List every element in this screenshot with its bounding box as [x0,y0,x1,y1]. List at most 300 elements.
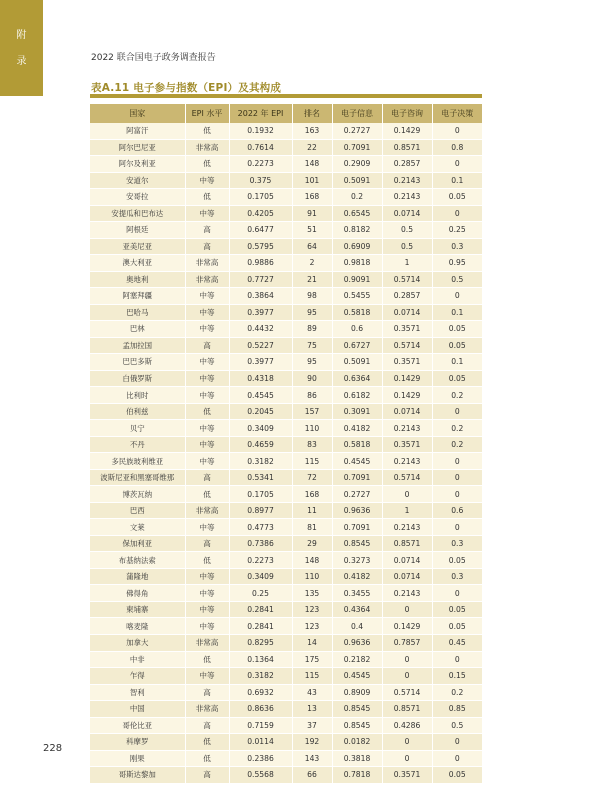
cell-country: 巴西 [90,502,185,519]
cell-e-consultation: 0.5714 [382,337,432,354]
cell-epi: 0.0114 [229,734,292,751]
cell-e-information: 0.9091 [332,271,382,288]
table-row [90,585,482,602]
table-row [90,321,482,338]
cell-e-consultation: 0.0714 [382,568,432,585]
cell-e-decision: 0 [432,205,482,222]
cell-rank: 168 [292,189,332,206]
cell-epi: 0.6932 [229,684,292,701]
cell-e-information: 0.8182 [332,222,382,239]
cell-e-decision: 0.05 [432,767,482,784]
cell-epi: 0.7386 [229,535,292,552]
table-row [90,304,482,321]
cell-e-consultation: 0.3571 [382,436,432,453]
cell-rank: 72 [292,469,332,486]
cell-e-consultation: 0.2143 [382,585,432,602]
cell-e-consultation: 0.5714 [382,271,432,288]
table-row [90,568,482,585]
cell-e-consultation: 0 [382,486,432,503]
cell-e-information: 0.5818 [332,304,382,321]
cell-country: 布基纳法索 [90,552,185,569]
table-row [90,271,482,288]
appendix-side-tab [0,0,43,96]
cell-e-information: 0.4182 [332,568,382,585]
cell-rank: 43 [292,684,332,701]
cell-level: 非常高 [185,139,229,156]
cell-epi: 0.3977 [229,304,292,321]
cell-e-information: 0.7091 [332,469,382,486]
cell-e-consultation: 1 [382,502,432,519]
cell-country: 多民族玻利维亚 [90,453,185,470]
cell-epi: 0.2841 [229,618,292,635]
cell-epi: 0.2045 [229,403,292,420]
cell-level: 中等 [185,601,229,618]
table-row [90,205,482,222]
cell-e-consultation: 1 [382,255,432,272]
cell-e-information: 0.4545 [332,453,382,470]
cell-e-decision: 0.45 [432,634,482,651]
table-row [90,403,482,420]
cell-country: 博茨瓦纳 [90,486,185,503]
cell-epi: 0.4432 [229,321,292,338]
table-row [90,767,482,784]
table-row [90,387,482,404]
cell-epi: 0.4773 [229,519,292,536]
cell-epi: 0.4318 [229,370,292,387]
cell-e-decision: 0.05 [432,337,482,354]
cell-e-information: 0.5091 [332,354,382,371]
cell-e-decision: 0.05 [432,618,482,635]
cell-e-decision: 0.5 [432,271,482,288]
cell-level: 非常高 [185,502,229,519]
cell-level: 中等 [185,304,229,321]
cell-e-consultation: 0 [382,734,432,751]
cell-country: 保加利亚 [90,535,185,552]
cell-e-consultation: 0.3571 [382,767,432,784]
cell-e-decision: 0.8 [432,139,482,156]
cell-epi: 0.3182 [229,453,292,470]
col-header-e-decision: 电子决策 [432,104,482,123]
cell-e-decision: 0.05 [432,552,482,569]
cell-epi: 0.375 [229,172,292,189]
cell-level: 高 [185,717,229,734]
cell-rank: 192 [292,734,332,751]
cell-rank: 75 [292,337,332,354]
cell-level: 中等 [185,354,229,371]
cell-e-decision: 0.5 [432,717,482,734]
cell-country: 波斯尼亚和黑塞哥维那 [90,469,185,486]
cell-country: 阿塞拜疆 [90,288,185,305]
cell-country: 白俄罗斯 [90,370,185,387]
table-row [90,189,482,206]
cell-e-information: 0.6909 [332,238,382,255]
cell-epi: 0.2273 [229,156,292,173]
cell-level: 中等 [185,519,229,536]
cell-e-consultation: 0.5 [382,222,432,239]
cell-e-information: 0.4364 [332,601,382,618]
cell-rank: 14 [292,634,332,651]
cell-e-consultation: 0.0714 [382,304,432,321]
cell-rank: 37 [292,717,332,734]
cell-e-decision: 0.05 [432,601,482,618]
table-row [90,634,482,651]
cell-e-information: 0.8909 [332,684,382,701]
cell-e-consultation: 0 [382,750,432,767]
cell-e-information: 0.9636 [332,634,382,651]
cell-e-decision: 0.1 [432,354,482,371]
cell-level: 高 [185,238,229,255]
table-row [90,238,482,255]
cell-e-decision: 0.3 [432,238,482,255]
cell-country: 不丹 [90,436,185,453]
cell-rank: 29 [292,535,332,552]
cell-rank: 81 [292,519,332,536]
cell-rank: 21 [292,271,332,288]
table-row [90,684,482,701]
cell-rank: 22 [292,139,332,156]
cell-epi: 0.25 [229,585,292,602]
cell-epi: 0.3977 [229,354,292,371]
table-title: 表A.11 电子参与指数（EPI）及其构成 [91,82,282,94]
cell-e-consultation: 0.8571 [382,701,432,718]
cell-country: 奥地利 [90,271,185,288]
table-row [90,337,482,354]
cell-country: 阿尔及利亚 [90,156,185,173]
cell-level: 非常高 [185,255,229,272]
cell-e-consultation: 0.5 [382,238,432,255]
table-row [90,502,482,519]
cell-country: 刚果 [90,750,185,767]
cell-rank: 110 [292,420,332,437]
table-row [90,370,482,387]
cell-level: 低 [185,552,229,569]
cell-e-consultation: 0.7857 [382,634,432,651]
cell-rank: 66 [292,767,332,784]
cell-rank: 115 [292,453,332,470]
cell-e-decision: 0 [432,519,482,536]
cell-e-consultation: 0.4286 [382,717,432,734]
cell-e-consultation: 0.3571 [382,321,432,338]
cell-epi: 0.3409 [229,568,292,585]
cell-e-information: 0.9818 [332,255,382,272]
table-row [90,222,482,239]
cell-level: 低 [185,123,229,139]
cell-e-information: 0.6364 [332,370,382,387]
cell-e-information: 0.2 [332,189,382,206]
cell-rank: 148 [292,552,332,569]
cell-e-information: 0.4182 [332,420,382,437]
table-row [90,255,482,272]
cell-level: 中等 [185,436,229,453]
cell-e-decision: 0 [432,156,482,173]
cell-e-decision: 0 [432,750,482,767]
cell-epi: 0.8977 [229,502,292,519]
cell-level: 中等 [185,585,229,602]
cell-e-information: 0.5091 [332,172,382,189]
cell-rank: 143 [292,750,332,767]
cell-e-consultation: 0.2143 [382,519,432,536]
cell-epi: 0.7727 [229,271,292,288]
cell-country: 中非 [90,651,185,668]
cell-level: 中等 [185,420,229,437]
cell-e-consultation: 0.2857 [382,288,432,305]
page-number: 228 [43,743,63,754]
cell-e-consultation: 0.2143 [382,420,432,437]
cell-e-decision: 0 [432,453,482,470]
cell-epi: 0.6477 [229,222,292,239]
cell-e-decision: 0.2 [432,420,482,437]
cell-e-consultation: 0.5714 [382,684,432,701]
cell-epi: 0.4659 [229,436,292,453]
cell-country: 阿尔巴尼亚 [90,139,185,156]
cell-level: 高 [185,222,229,239]
table-row [90,535,482,552]
cell-country: 澳大利亚 [90,255,185,272]
cell-e-decision: 0 [432,469,482,486]
cell-rank: 2 [292,255,332,272]
table-row [90,734,482,751]
cell-epi: 0.3864 [229,288,292,305]
cell-e-consultation: 0.1429 [382,618,432,635]
cell-rank: 86 [292,387,332,404]
cell-level: 中等 [185,370,229,387]
cell-country: 哥斯达黎加 [90,767,185,784]
cell-level: 中等 [185,172,229,189]
table-row [90,436,482,453]
cell-level: 高 [185,684,229,701]
cell-rank: 95 [292,304,332,321]
table-row [90,618,482,635]
cell-e-information: 0.5818 [332,436,382,453]
cell-e-decision: 0.05 [432,370,482,387]
cell-e-decision: 0 [432,123,482,139]
cell-country: 科摩罗 [90,734,185,751]
table-row [90,420,482,437]
cell-e-information: 0.3091 [332,403,382,420]
cell-rank: 123 [292,618,332,635]
cell-e-information: 0.6727 [332,337,382,354]
table-row [90,139,482,156]
cell-rank: 135 [292,585,332,602]
cell-level: 低 [185,734,229,751]
cell-country: 智利 [90,684,185,701]
table-row [90,601,482,618]
cell-level: 低 [185,486,229,503]
cell-epi: 0.7614 [229,139,292,156]
cell-rank: 90 [292,370,332,387]
table-row [90,668,482,685]
cell-rank: 98 [292,288,332,305]
cell-level: 高 [185,535,229,552]
cell-level: 中等 [185,668,229,685]
cell-rank: 163 [292,123,332,139]
cell-epi: 0.5795 [229,238,292,255]
col-header-rank: 排名 [292,104,332,123]
col-header-e-information: 电子信息 [332,104,382,123]
cell-e-information: 0.2727 [332,486,382,503]
cell-epi: 0.7159 [229,717,292,734]
cell-level: 中等 [185,453,229,470]
cell-epi: 0.9886 [229,255,292,272]
cell-e-consultation: 0.0714 [382,403,432,420]
cell-country: 亚美尼亚 [90,238,185,255]
cell-e-information: 0.7818 [332,767,382,784]
cell-epi: 0.1705 [229,189,292,206]
cell-rank: 168 [292,486,332,503]
table-row [90,469,482,486]
cell-country: 安道尔 [90,172,185,189]
cell-level: 低 [185,750,229,767]
cell-epi: 0.3409 [229,420,292,437]
table-body [90,123,482,783]
cell-country: 孟加拉国 [90,337,185,354]
cell-e-information: 0.2909 [332,156,382,173]
cell-e-decision: 0.85 [432,701,482,718]
epi-table [90,104,482,784]
cell-e-consultation: 0.8571 [382,535,432,552]
cell-rank: 51 [292,222,332,239]
cell-level: 中等 [185,387,229,404]
cell-e-consultation: 0.1429 [382,387,432,404]
cell-e-decision: 0 [432,486,482,503]
cell-rank: 110 [292,568,332,585]
cell-country: 阿根廷 [90,222,185,239]
report-header-title: 2022 联合国电子政务调查报告 [91,53,216,63]
cell-rank: 101 [292,172,332,189]
cell-level: 中等 [185,205,229,222]
table-row [90,552,482,569]
table-row [90,717,482,734]
cell-epi: 0.8636 [229,701,292,718]
cell-e-decision: 0.3 [432,535,482,552]
cell-e-information: 0.4545 [332,668,382,685]
cell-e-decision: 0.1 [432,172,482,189]
cell-level: 高 [185,469,229,486]
cell-e-consultation: 0.2143 [382,189,432,206]
cell-level: 非常高 [185,701,229,718]
cell-e-decision: 0.05 [432,321,482,338]
cell-epi: 0.2841 [229,601,292,618]
cell-country: 哥伦比亚 [90,717,185,734]
cell-e-information: 0.5455 [332,288,382,305]
col-header-country: 国家 [90,104,185,123]
cell-e-information: 0.2182 [332,651,382,668]
cell-level: 中等 [185,288,229,305]
cell-e-consultation: 0.1429 [382,370,432,387]
cell-e-decision: 0.15 [432,668,482,685]
cell-country: 柬埔寨 [90,601,185,618]
cell-country: 比利时 [90,387,185,404]
side-tab-label-1: 附 [16,30,27,41]
cell-rank: 89 [292,321,332,338]
table-row [90,123,482,139]
cell-epi: 0.2386 [229,750,292,767]
cell-epi: 0.1932 [229,123,292,139]
cell-e-consultation: 0.0714 [382,552,432,569]
table-row [90,354,482,371]
cell-rank: 83 [292,436,332,453]
cell-country: 乍得 [90,668,185,685]
table-row [90,453,482,470]
cell-level: 低 [185,189,229,206]
cell-epi: 0.3182 [229,668,292,685]
cell-epi: 0.1364 [229,651,292,668]
cell-country: 加拿大 [90,634,185,651]
cell-e-information: 0.3273 [332,552,382,569]
cell-country: 喀麦隆 [90,618,185,635]
cell-e-consultation: 0.3571 [382,354,432,371]
col-header-epi: 2022 年 EPI [229,104,292,123]
cell-level: 中等 [185,321,229,338]
cell-e-information: 0.8545 [332,535,382,552]
table-row [90,701,482,718]
cell-level: 中等 [185,618,229,635]
cell-e-information: 0.6182 [332,387,382,404]
cell-country: 伯利兹 [90,403,185,420]
title-rule [90,94,482,98]
cell-e-information: 0.6 [332,321,382,338]
cell-country: 巴巴多斯 [90,354,185,371]
cell-e-consultation: 0.2857 [382,156,432,173]
cell-e-consultation: 0.2143 [382,172,432,189]
cell-country: 中国 [90,701,185,718]
cell-rank: 123 [292,601,332,618]
cell-e-decision: 0.3 [432,568,482,585]
cell-e-information: 0.3818 [332,750,382,767]
cell-e-information: 0.8545 [332,701,382,718]
cell-epi: 0.5568 [229,767,292,784]
cell-e-information: 0.4 [332,618,382,635]
col-header-e-consultation: 电子咨询 [382,104,432,123]
cell-rank: 64 [292,238,332,255]
cell-e-decision: 0 [432,288,482,305]
cell-rank: 91 [292,205,332,222]
cell-e-information: 0.7091 [332,139,382,156]
cell-e-decision: 0.2 [432,436,482,453]
cell-e-consultation: 0.5714 [382,469,432,486]
table-row [90,651,482,668]
cell-epi: 0.5341 [229,469,292,486]
table-row [90,172,482,189]
cell-epi: 0.4545 [229,387,292,404]
cell-country: 阿富汗 [90,123,185,139]
table-row [90,486,482,503]
cell-level: 高 [185,337,229,354]
cell-e-decision: 0.05 [432,189,482,206]
cell-e-decision: 0 [432,734,482,751]
cell-e-consultation: 0.0714 [382,205,432,222]
cell-rank: 175 [292,651,332,668]
cell-level: 低 [185,651,229,668]
cell-e-decision: 0.95 [432,255,482,272]
cell-epi: 0.4205 [229,205,292,222]
cell-country: 蒲隆地 [90,568,185,585]
cell-country: 文莱 [90,519,185,536]
cell-e-information: 0.6545 [332,205,382,222]
cell-epi: 0.1705 [229,486,292,503]
cell-e-consultation: 0 [382,601,432,618]
side-tab-label-2: 录 [16,56,27,67]
table-row [90,156,482,173]
cell-e-information: 0.2727 [332,123,382,139]
cell-e-decision: 0.1 [432,304,482,321]
cell-country: 安提瓜和巴布达 [90,205,185,222]
cell-rank: 95 [292,354,332,371]
cell-e-information: 0.9636 [332,502,382,519]
cell-country: 佛得角 [90,585,185,602]
cell-e-information: 0.8545 [332,717,382,734]
cell-e-decision: 0 [432,651,482,668]
